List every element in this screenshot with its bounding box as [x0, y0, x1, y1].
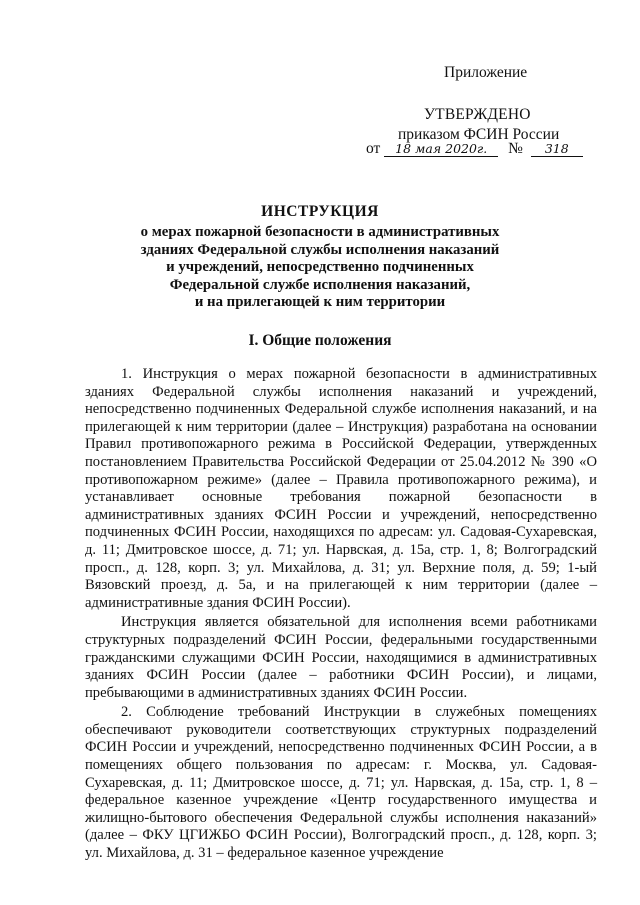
- subtitle-line: и учреждений, непосредственно подчиненных: [166, 259, 474, 275]
- subtitle-line: о мерах пожарной безопасности в административных: [140, 224, 500, 240]
- document-body: [85, 366, 597, 865]
- document-title: ИНСТРУКЦИЯ: [261, 203, 379, 220]
- body-paragraph: 2. Соблюдение требований Инструкции в служебных помещениях обеспечивают руководители соответствующих структурных подразделений ФСИН России и учреждений, непосредственно подчиненных ФСИН России, а в помещениях общего пользования по адресам: г. Москва, ул. Садовая-Сухаревская, д. 11; Дмитровское шоссе, д. 71; ул. Нарвская, д. 15а, стр. 1, 8 – федеральное казенное учреждение «Центр государственного имущества и жилищно-бытового обеспечения Федеральной службы исполнения наказаний» (далее – ФКУ ЦГИЖБО ФСИН России), Волгоградский просп., д. 128, корп. 3; ул. Михайлова, д. 31 – федеральное казенное учреждение: [85, 704, 597, 862]
- section-heading: I. Общие положения: [248, 332, 392, 349]
- subtitle-line: и на прилегающей к ним территории: [194, 294, 446, 310]
- body-paragraph: 1. Инструкция о мерах пожарной безопасности в административных зданиях Федеральной службы исполнения наказаний и учреждений, непосредственно подчиненных Федеральной службе исполнения наказаний, и на прилегающей к ним территории (далее – Инструкция) разработана на основании Правил противопожарного режима в Российской Федерации, утвержденных постановлением Правительства Российской Федерации от 25.04.2012 № 390 «О противопожарном режиме» (далее – Правила противопожарного режима), и устанавливает основные требования пожарной безопасности в административных зданиях ФСИН России и учреждений, непосредственно подчиненных ФСИН России, находящихся по адресам: ул. Садовая-Сухаревская, д. 11; Дмитровское шоссе, д. 71; ул. Нарвская, д. 15а, стр. 1, 8; Волгоградский просп., д. 128, корп. 3; ул. Михайлова, д. 31; ул. Верхние поля, д. 59; 1-ый Вязовский проезд, д. 5а, и на прилегающей к ним территории (далее – административные здания ФСИН России).: [85, 366, 597, 611]
- body-paragraph: Инструкция является обязательной для исполнения всеми работниками структурных подразделений ФСИН России, федеральными государственными гражданскими служащими ФСИН России, находящимися в административных зданиях ФСИН России (далее – работники ФСИН России), и лицами, пребывающими в административных зданиях ФСИН России.: [85, 614, 597, 701]
- order-date-line: [366, 140, 583, 158]
- approved-stamp-text: УТВЕРЖДЕНО: [424, 106, 531, 123]
- handwritten-number: 318: [531, 142, 583, 157]
- date-prefix: от: [366, 140, 381, 157]
- document-subtitle: [90, 224, 550, 312]
- number-prefix: №: [508, 140, 523, 157]
- subtitle-line: Федеральной службе исполнения наказаний,: [169, 276, 471, 293]
- handwritten-date: 18 мая 2020г.: [384, 142, 498, 157]
- order-reference: приказом ФСИН России: [398, 126, 560, 143]
- subtitle-line: зданиях Федеральной службы исполнения наказаний: [140, 241, 500, 258]
- annex-label: Приложение: [444, 64, 528, 81]
